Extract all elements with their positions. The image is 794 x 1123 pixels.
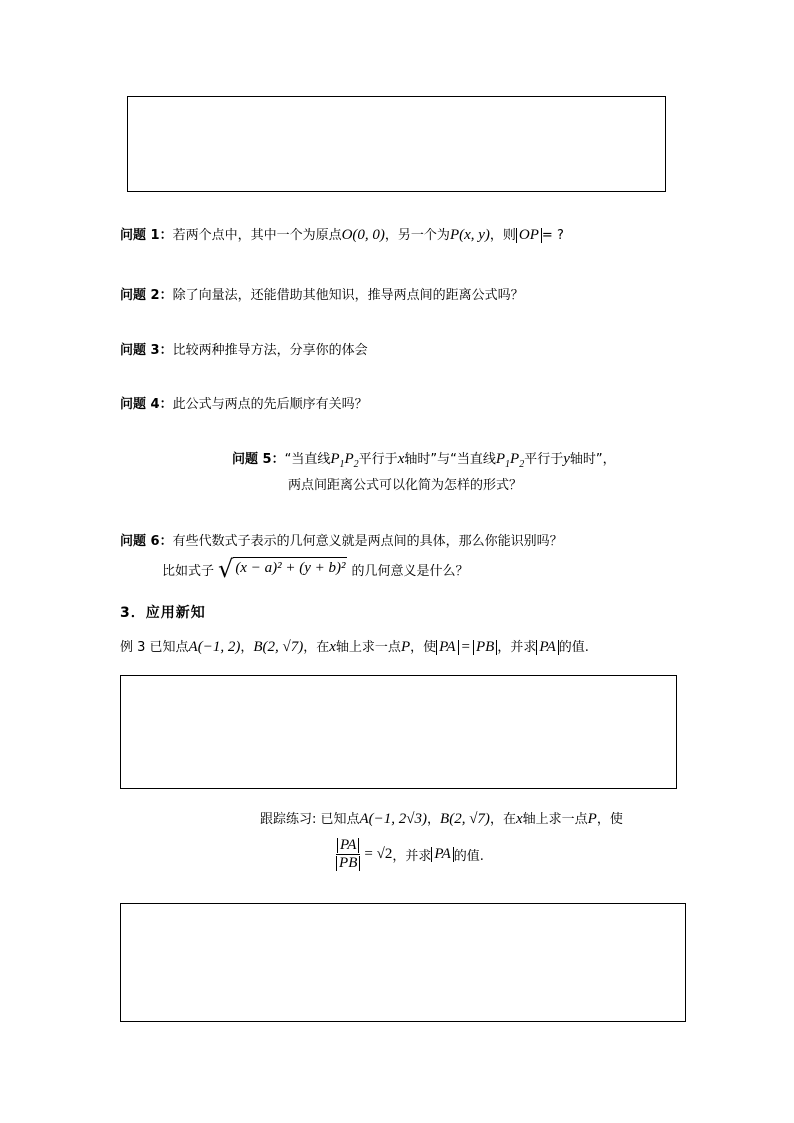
question-1: 问题 1：若两个点中，其中一个为原点O(0, 0)，另一个为P(x, y)，则 OP = ? [120,227,564,243]
question-4 [120,393,368,412]
question-5-label: 问题 5： [232,452,285,467]
pa-magnitude-2: PA [536,640,558,655]
question-3-text: 比较两种推导方法，分享你的体会 [172,343,368,358]
question-4-label: 问题 4： [120,397,173,412]
question-3-label: 问题 3： [120,343,173,358]
question-5: 问题 5：“当直线$P_1P_2$平行于x轴时”与“当直线$P_1P_2$平行于y轴时”， [232,451,616,470]
question-2-label: 问题 2： [120,288,173,303]
answer-box-1[interactable] [127,96,666,192]
answer-box-3[interactable] [120,903,686,1022]
track-point-b: B(2, √7) [440,811,490,827]
tracking-exercise: 跟踪练习: 已知点A(−1, 2√3)，B(2, √7)，在x轴上求一点P，使 [260,811,623,827]
tracking-exercise-line-2: $\frac{PA}{PB}$ = √2 ，并求 PA 的值. [336,838,484,871]
op-magnitude: OP [516,228,542,243]
question-6-text: 有些代数式子表示的几何意义就是两点间的具体，那么你能识别吗？ [172,534,563,549]
question-6-label: 问题 6： [120,534,173,549]
question-2 [120,284,524,303]
example-3: 例 3 已知点A(−1, 2)，B(2, √7)，在x轴上求一点P，使 PA = PB ，并求 PA 的值. [120,639,589,655]
pa-magnitude: PA [436,640,458,655]
question-6-expression-line: 比如式子 √ (x − a)² + (y + b)² 的几何意义是什么？ [162,555,469,583]
pb-magnitude: PB [473,640,497,655]
question-5-line-2: 两点间距离公式可以化简为怎样的形式？ [288,478,523,493]
line-p1p2-a: $P_1P_2$ [330,451,359,470]
track-pa-magnitude: PA [431,847,453,862]
question-2-text: 除了向量法，还能借助其他知识，推导两点间的距离公式吗？ [172,288,524,303]
section-3-title: 3．应用新知 [120,605,206,621]
question-4-text: 此公式与两点的先后顺序有关吗？ [172,397,368,412]
question-1-label: 问题 1： [120,228,173,243]
point-b: B(2, √7) [253,639,304,655]
sqrt-expression: √ (x − a)² + (y + b)² [218,555,346,583]
pa-over-pb-fraction: $\frac{PA}{PB}$ [336,838,360,871]
point-a: A(−1, 2) [188,639,241,655]
point-p: P(x, y) [449,227,490,243]
question-3 [120,339,368,358]
equals-sqrt-2: = √2 [364,846,393,862]
question-6 [120,530,563,549]
origin-point: O(0, 0) [341,227,385,243]
track-point-a: A(−1, 2√3) [359,811,428,827]
line-p1p2-b: $P_1P_2$ [495,451,525,470]
answer-box-2[interactable] [120,675,677,789]
expression-radicand: (x − a)² + (y + b)² [233,557,347,581]
